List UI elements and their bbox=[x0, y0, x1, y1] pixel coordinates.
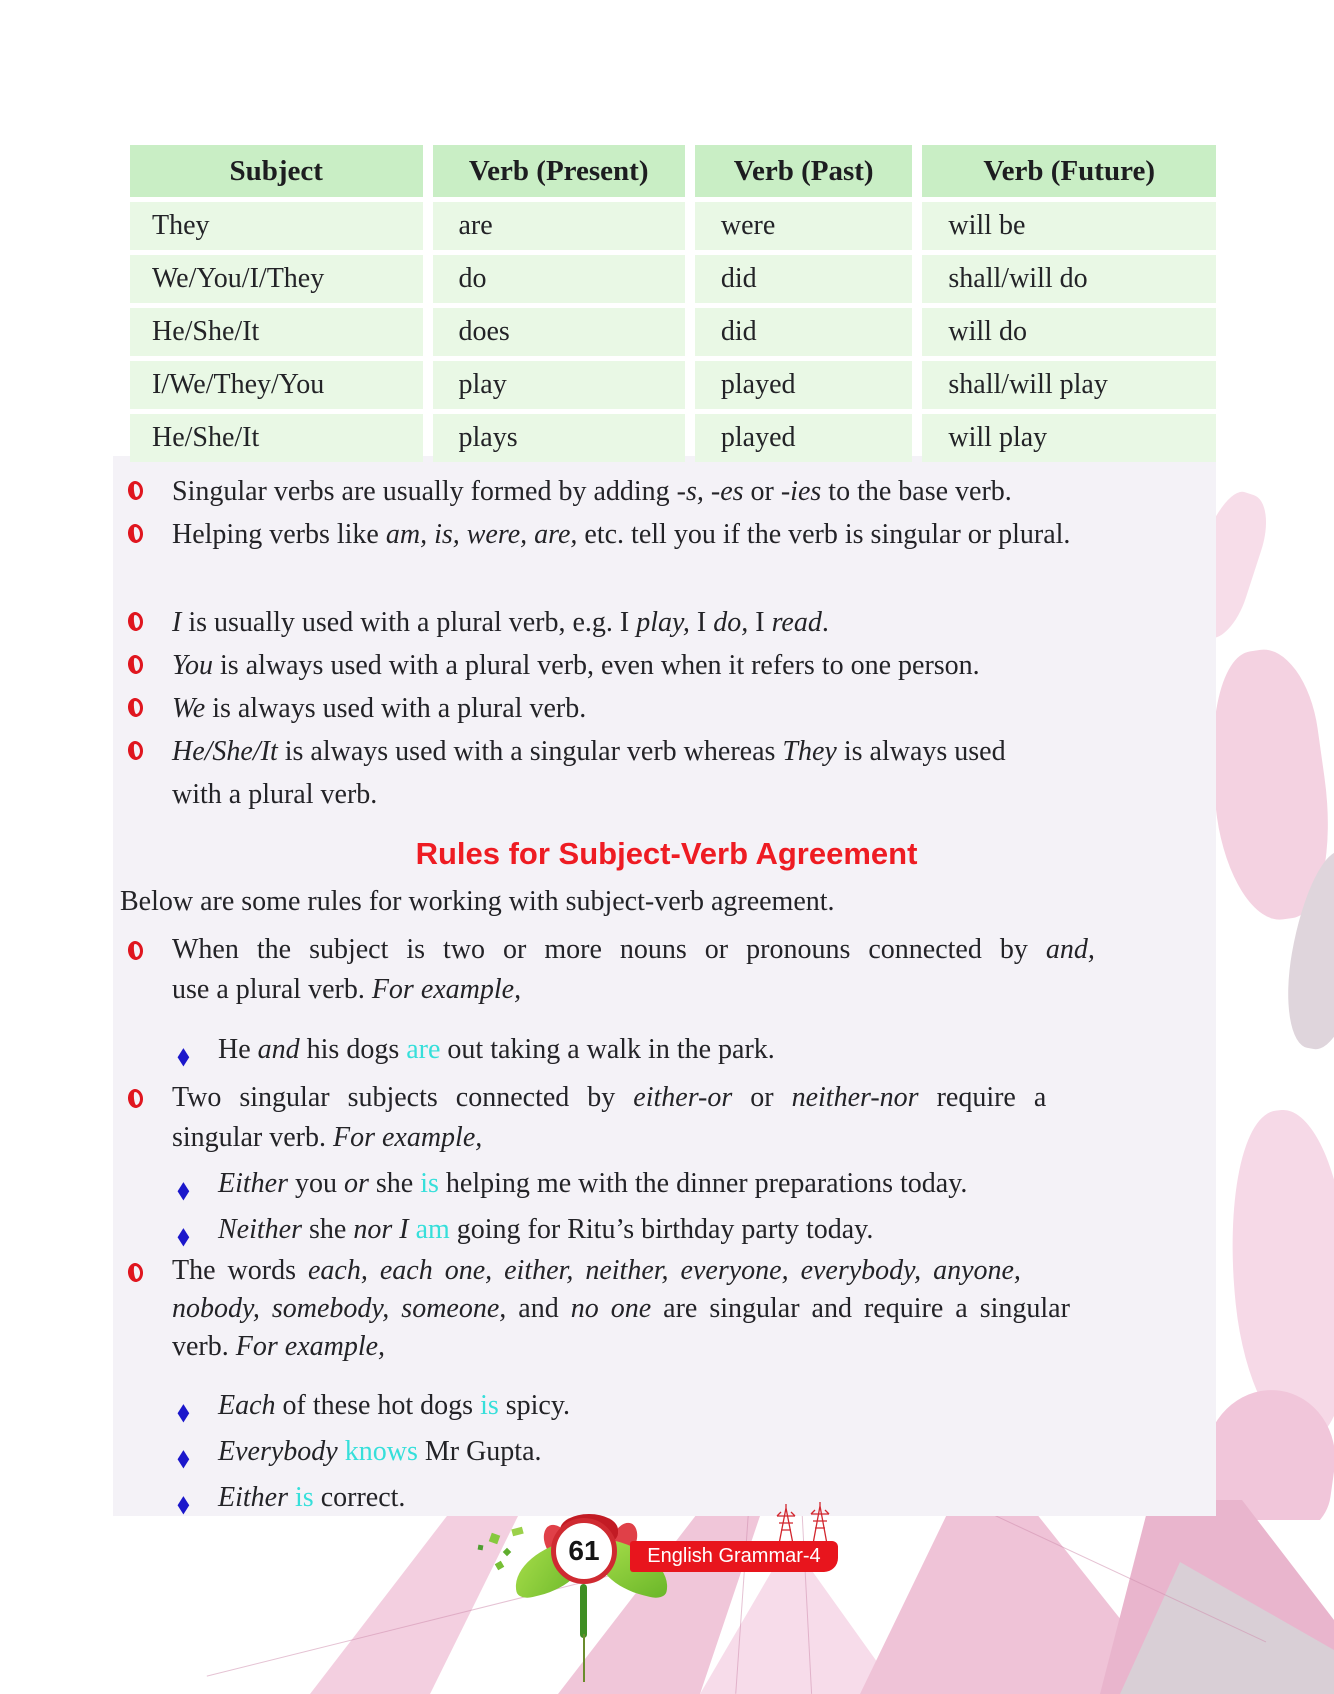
table-cell: will do bbox=[922, 308, 1216, 356]
example-item bbox=[113, 1476, 1216, 1519]
rule-item bbox=[113, 1078, 1216, 1158]
blue-diamond-bullet-icon: ◆ bbox=[177, 1445, 190, 1472]
transmission-towers-icon bbox=[773, 1502, 841, 1544]
rule-text: The words each, each one, either, neither, everyone, everybody, anyone, nobody, somebody, someone, and no one are singular and require a singular verb. For example, bbox=[172, 1255, 1070, 1362]
blue-diamond-bullet-icon: ◆ bbox=[177, 1223, 190, 1250]
note-item bbox=[113, 470, 1216, 513]
example-item bbox=[113, 1162, 1216, 1205]
table-cell: plays bbox=[433, 414, 685, 462]
plant-stem bbox=[583, 1634, 585, 1682]
table-row bbox=[130, 308, 1216, 356]
blue-diamond-bullet-icon: ◆ bbox=[177, 1399, 190, 1426]
example-item bbox=[113, 1208, 1216, 1251]
page-number: 61 bbox=[568, 1535, 600, 1566]
note-item bbox=[113, 601, 1216, 644]
blue-diamond-bullet-icon: ◆ bbox=[177, 1043, 190, 1070]
rule-text: Two singular subjects connected by either-or or neither-nor require a singular verb. For example, bbox=[172, 1082, 1047, 1153]
rule-item bbox=[113, 930, 1216, 1010]
example-text: Each of these hot dogs is spicy. bbox=[218, 1390, 571, 1421]
table-cell: played bbox=[695, 361, 913, 409]
pink-petal-decor-right bbox=[1205, 460, 1334, 1520]
table-cell: We/You/I/They bbox=[130, 255, 423, 303]
example-item bbox=[113, 1384, 1216, 1427]
intro-text: Below are some rules for working with subject-verb agreement. bbox=[120, 886, 835, 917]
table-cell: He/She/It bbox=[130, 308, 423, 356]
example-item bbox=[113, 1028, 1216, 1071]
note-item bbox=[113, 644, 1216, 687]
column-header-verb-present: Verb (Present) bbox=[433, 145, 685, 197]
red-circle-bullet-icon bbox=[127, 940, 144, 960]
red-circle-bullet-icon bbox=[127, 1262, 144, 1282]
verb-forms-table bbox=[120, 140, 1226, 467]
table-row bbox=[130, 361, 1216, 409]
table-cell: He/She/It bbox=[130, 414, 423, 462]
note-text: Helping verbs like am, is, were, are, etc. tell you if the verb is singular or plural. bbox=[172, 519, 1071, 550]
example-text: He and his dogs are out taking a walk in the park. bbox=[218, 1034, 775, 1065]
table-row bbox=[130, 414, 1216, 462]
table-cell: They bbox=[130, 202, 423, 250]
note-text: You is always used with a plural verb, even when it refers to one person. bbox=[172, 650, 980, 681]
example-item bbox=[113, 1430, 1216, 1473]
page-number-badge bbox=[551, 1518, 617, 1584]
red-circle-bullet-icon bbox=[127, 697, 144, 717]
note-text: Singular verbs are usually formed by adding -s, -es or -ies to the base verb. bbox=[172, 476, 1012, 507]
table-cell: do bbox=[433, 255, 685, 303]
example-text: Neither she nor I am going for Ritu’s birthday party today. bbox=[218, 1214, 874, 1245]
confetti-decor bbox=[478, 1545, 484, 1551]
table-cell: does bbox=[433, 308, 685, 356]
table-row bbox=[130, 255, 1216, 303]
example-text: Either is correct. bbox=[218, 1482, 406, 1513]
column-header-subject: Subject bbox=[130, 145, 423, 197]
book-title-ribbon bbox=[630, 1541, 838, 1572]
example-text: Either you or she is helping me with the dinner preparations today. bbox=[218, 1168, 968, 1199]
note-text: He/She/It is always used with a singular verb whereas They is always used with a plural verb. bbox=[172, 736, 1006, 810]
pink-petal-decor-bottom bbox=[0, 1500, 1334, 1694]
table-cell: will be bbox=[922, 202, 1216, 250]
book-title: English Grammar-4 bbox=[647, 1545, 821, 1567]
red-circle-bullet-icon bbox=[127, 654, 144, 674]
note-item bbox=[113, 687, 1216, 730]
red-circle-bullet-icon bbox=[127, 523, 144, 543]
note-item bbox=[113, 730, 1216, 816]
column-header-verb-past: Verb (Past) bbox=[695, 145, 913, 197]
section-heading: Rules for Subject-Verb Agreement bbox=[415, 836, 918, 871]
rule-text: When the subject is two or more nouns or pronouns connected by and, use a plural verb. For example, bbox=[172, 934, 1095, 1005]
blue-diamond-bullet-icon: ◆ bbox=[177, 1491, 190, 1518]
table-row bbox=[130, 202, 1216, 250]
table-cell: shall/will do bbox=[922, 255, 1216, 303]
example-text: Everybody knows Mr Gupta. bbox=[218, 1436, 542, 1467]
note-item bbox=[113, 513, 1216, 556]
rule-item bbox=[113, 1252, 1216, 1366]
table-cell: play bbox=[433, 361, 685, 409]
red-circle-bullet-icon bbox=[127, 611, 144, 631]
table-cell: were bbox=[695, 202, 913, 250]
note-text: We is always used with a plural verb. bbox=[172, 693, 587, 724]
table-cell: did bbox=[695, 255, 913, 303]
column-header-verb-future: Verb (Future) bbox=[922, 145, 1216, 197]
plant-stem bbox=[580, 1584, 587, 1638]
table-cell: are bbox=[433, 202, 685, 250]
table-cell: did bbox=[695, 308, 913, 356]
table-cell: I/We/They/You bbox=[130, 361, 423, 409]
table-cell: shall/will play bbox=[922, 361, 1216, 409]
table-cell: will play bbox=[922, 414, 1216, 462]
red-circle-bullet-icon bbox=[127, 480, 144, 500]
table-header-row bbox=[130, 145, 1216, 197]
table-cell: played bbox=[695, 414, 913, 462]
red-circle-bullet-icon bbox=[127, 1088, 144, 1108]
note-text: I is usually used with a plural verb, e.g. I play, I do, I read. bbox=[172, 607, 829, 638]
blue-diamond-bullet-icon: ◆ bbox=[177, 1177, 190, 1204]
red-circle-bullet-icon bbox=[127, 740, 144, 760]
